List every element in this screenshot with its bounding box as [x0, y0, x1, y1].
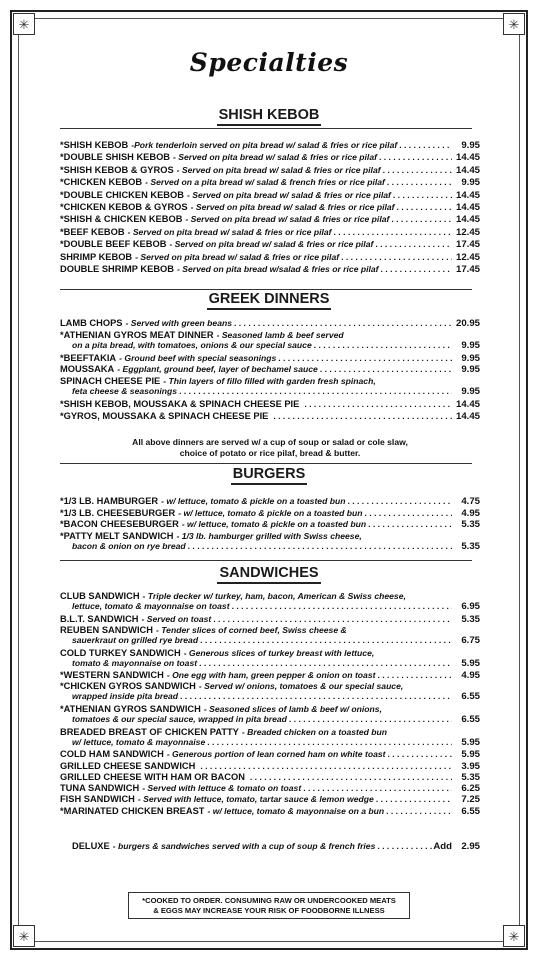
menu-item: [60, 681, 480, 702]
menu-item-price: 6.95: [461, 601, 480, 612]
menu-item-price: 14.45: [455, 202, 480, 213]
menu-item-price: 3.95: [461, 760, 480, 772]
menu-item: [60, 140, 480, 151]
menu-item-description: - Served on pita bread w/ salad & fries or rice pilaf: [173, 152, 377, 163]
menu-item: [60, 190, 480, 201]
menu-item: [60, 264, 480, 275]
menu-item-description: - Served with lettuce, tomato, tartar sauce & lemon wedge: [137, 794, 374, 805]
menu-item-description-continued: lettuce, tomato & mayonnaise on toast: [72, 601, 230, 611]
menu-item-name: *SHISH KEBOB, MOUSSAKA & SPINACH CHEESE PIE: [60, 399, 300, 410]
section-divider: [60, 560, 472, 561]
menu-item-description: - Breaded chicken on a toasted bun: [241, 726, 388, 737]
menu-item-description: - Generous slices of turkey breast with lettuce,: [183, 647, 375, 658]
corner-ornament-icon: ✳: [503, 925, 525, 947]
menu-item: [60, 318, 480, 329]
menu-item-price: 4.75: [461, 496, 480, 507]
menu-item: [60, 794, 480, 805]
menu-item: [60, 214, 480, 225]
menu-item-name: *BEEF KEBOB: [60, 226, 125, 237]
menu-item-name: *ATHENIAN GYROS SANDWICH: [60, 704, 201, 714]
menu-item: [60, 806, 480, 817]
menu-item-description-continued: bacon & onion on rye bread: [72, 540, 186, 551]
menu-item-name: *DOUBLE CHICKEN KEBOB: [60, 189, 184, 200]
section-header-burgers: BURGERS: [0, 466, 538, 482]
menu-item-description: - Served on a pita bread w/ salad & french fries or rice pilaf: [145, 177, 385, 188]
menu-item-price: 14.45: [455, 152, 480, 164]
menu-item-name: GRILLED CHEESE WITH HAM OR BACON: [60, 771, 245, 782]
menu-item-description: - Served on pita bread w/ salad & fries or rice pilaf: [169, 239, 374, 250]
menu-item-price: 5.95: [461, 657, 480, 669]
menu-item-name: SHRIMP KEBOB: [60, 251, 133, 262]
menu-item: [60, 704, 480, 725]
menu-item-name: COLD HAM SANDWICH: [60, 749, 164, 760]
menu-item-name: MOUSSAKA: [60, 364, 115, 375]
menu-item-price: 5.95: [461, 749, 480, 761]
menu-item-description-continued: tomatoes & our special sauce, wrapped in pita bread: [72, 714, 287, 724]
menu-item-name: *DOUBLE BEEF KEBOB: [60, 239, 167, 250]
menu-item: [60, 202, 480, 213]
menu-item-name: CLUB SANDWICH: [60, 591, 140, 601]
menu-item-description-continued: w/ lettuce, tomato & mayonnaise: [72, 736, 206, 747]
menu-item: [60, 330, 480, 351]
menu-item: [60, 727, 480, 748]
menu-item: [60, 772, 480, 783]
menu-item-name: *1/3 LB. CHEESEBURGER: [60, 507, 176, 518]
menu-item-description: - Seasoned lamb & beef served: [216, 329, 344, 340]
menu-item: [60, 496, 480, 507]
menu-item: [60, 508, 480, 519]
menu-item-description: - w/ lettuce, tomato & pickle on a toasted bun: [181, 519, 367, 530]
menu-item-name: *WESTERN SANDWICH: [60, 670, 164, 681]
menu-item-name: FISH SANDWICH: [60, 794, 135, 805]
menu-item-description: - Served on pita bread w/ salad & fries or rice pilaf: [127, 226, 332, 237]
menu-item-name: *CHICKEN KEBOB: [60, 177, 143, 188]
menu-item-description-continued: tomato & mayonnaise on toast: [72, 657, 198, 668]
menu-item-description: - w/ lettuce, tomato & pickle on a toasted bun: [161, 496, 346, 506]
menu-item: [60, 761, 480, 772]
menu-item-description: - Served on pita bread w/ salad & fries or rice pilaf: [185, 214, 390, 225]
menu-item: [60, 165, 480, 176]
menu-item: [60, 783, 480, 794]
menu-item: [60, 670, 480, 681]
menu-item-description: - Served on pita bread w/ salad & fries or rice pilaf: [176, 164, 381, 175]
menu-item-description: - Served on pita bread w/ salad & fries or rice pilaf: [186, 189, 391, 200]
menu-item-description: -Pork tenderloin served on pita bread w/ salad & fries or rice pilaf: [131, 140, 398, 150]
menu-item: [60, 227, 480, 238]
menu-item-price: 6.25: [461, 783, 480, 795]
corner-ornament-icon: ✳: [503, 13, 525, 35]
menu-item-description: - Thin layers of fillo filled with garden fresh spinach,: [163, 376, 376, 386]
menu-item-name: *SHISH KEBOB & GYROS: [60, 164, 174, 175]
menu-item-price: 17.45: [455, 264, 480, 275]
menu-item-description: - Served on pita bread w/ salad & fries or rice pilaf: [135, 251, 340, 262]
menu-item-name: *BACON CHEESEBURGER: [60, 519, 179, 530]
menu-item-name: *BEEFTAKIA: [60, 352, 117, 363]
menu-item: [60, 353, 480, 364]
menu-item-description-continued: wrapped inside pita bread: [72, 691, 179, 702]
menu-item-price: 6.55: [461, 714, 480, 725]
menu-item-name: SPINACH CHEESE PIE: [60, 376, 161, 386]
menu-item-price: 17.45: [455, 239, 480, 251]
menu-item-name: *PATTY MELT SANDWICH: [60, 530, 174, 541]
menu-item-name: *CHICKEN KEBOB & GYROS: [60, 202, 188, 212]
menu-item: [60, 614, 480, 625]
page-title: Specialties: [189, 48, 349, 77]
menu-item-price: 7.25: [461, 794, 480, 806]
menu-item-description: - Ground beef with special seasonings: [119, 352, 277, 363]
menu-item-description: - 1/3 lb. hamburger grilled with Swiss cheese,: [176, 530, 362, 541]
menu-item: [60, 519, 480, 530]
deluxe-line: DELUXE - burgers & sandwiches served with a cup of soup & french fries . . . Add 2.95: [60, 841, 480, 852]
menu-item: [60, 376, 480, 397]
menu-item-name: BREADED BREAST OF CHICKEN PATTY: [60, 726, 239, 737]
menu-item-description: - Served with green beans: [125, 318, 232, 328]
menu-item-price: 14.45: [455, 214, 480, 226]
menu-item-name: *SHISH & CHICKEN KEBOB: [60, 214, 183, 225]
menu-item-description: - Tender slices of corned beef, Swiss cheese &: [155, 624, 347, 635]
menu-item-name: *1/3 LB. HAMBURGER: [60, 496, 159, 506]
menu-item-name: *MARINATED CHICKEN BREAST: [60, 805, 205, 816]
menu-item: [60, 411, 480, 422]
menu-item: [60, 625, 480, 646]
menu-item-price: 5.35: [461, 540, 480, 552]
menu-item-name: REUBEN SANDWICH: [60, 624, 153, 635]
menu-item-description: - One egg with ham, green pepper & onion on toast: [166, 670, 376, 681]
menu-item: [60, 749, 480, 760]
section-divider: [60, 463, 472, 464]
menu-item-price: 14.45: [455, 410, 480, 422]
menu-item-description: - Eggplant, ground beef, layer of bechamel sauce: [117, 364, 318, 375]
menu-item-name: TUNA SANDWICH: [60, 783, 140, 794]
menu-item: [60, 648, 480, 669]
section-divider: [60, 128, 472, 129]
menu-item-description: - Triple decker w/ turkey, ham, bacon, American & Swiss cheese,: [142, 591, 406, 601]
menu-item-name: *GYROS, MOUSSAKA & SPINACH CHEESE PIE: [60, 410, 269, 421]
menu-item-name: *CHICKEN GYROS SANDWICH: [60, 681, 196, 692]
menu-item-price: 5.35: [461, 771, 480, 783]
menu-item: [60, 239, 480, 250]
menu-item-name: *DOUBLE SHISH KEBOB: [60, 152, 171, 163]
menu-item: [60, 399, 480, 410]
menu-item-price: 6.55: [461, 805, 480, 817]
menu-item-description: - w/ lettuce, tomato & mayonnaise on a bun: [207, 805, 385, 816]
menu-item-price: 9.95: [461, 364, 480, 376]
menu-item-name: GRILLED CHEESE SANDWICH: [60, 760, 196, 771]
menu-item-description-continued: feta cheese & seasonings: [72, 386, 178, 396]
menu-item-price: 9.95: [461, 177, 480, 189]
menu-item-price: 5.35: [461, 519, 480, 531]
menu-item: [60, 152, 480, 163]
menu-item-price: 14.45: [455, 399, 480, 411]
corner-ornament-icon: ✳: [13, 13, 35, 35]
menu-item-price: 12.45: [455, 226, 480, 238]
menu-item-price: 9.95: [461, 386, 480, 397]
menu-item: [60, 252, 480, 263]
menu-item-description-continued: sauerkraut on grilled rye bread: [72, 634, 199, 645]
menu-item-price: 6.75: [461, 634, 480, 646]
menu-item-name: *SHISH KEBOB: [60, 140, 129, 150]
menu-item-description: - Served on pita bread w/ salad & fries or rice pilaf: [190, 202, 395, 212]
menu-item-description: - Served on pita bread w/salad & fries or rice pilaf: [176, 264, 379, 274]
menu-item-price: 9.95: [461, 352, 480, 364]
menu-item-name: DOUBLE SHRIMP KEBOB: [60, 264, 174, 274]
section-header-shish-kebob: SHISH KEBOB: [0, 107, 538, 123]
menu-item-price: 4.95: [461, 507, 480, 519]
menu-item-price: 14.45: [455, 164, 480, 176]
menu-item: [60, 591, 480, 612]
menu-item-name: *ATHENIAN GYROS MEAT DINNER: [60, 329, 214, 340]
menu-item-price: 14.45: [455, 189, 480, 201]
corner-ornament-icon: ✳: [13, 925, 35, 947]
menu-item-name: B.L.T. SANDWICH: [60, 613, 139, 624]
menu-item: [60, 531, 480, 552]
menu-item-price: 9.95: [461, 339, 480, 351]
section-header-sandwiches: SANDWICHES: [0, 565, 538, 581]
food-safety-warning: *COOKED TO ORDER. CONSUMING RAW OR UNDERCOOKED MEATS & EGGS MAY INCREASE YOUR RISK OF FOODBORNE ILLNESS: [128, 892, 410, 919]
menu-item-price: 6.55: [461, 691, 480, 703]
menu-item: [60, 177, 480, 188]
menu-item: [60, 364, 480, 375]
menu-item-description: - w/ lettuce, tomato & pickle on a toasted bun: [178, 507, 363, 518]
menu-item-description: - Generous portion of lean corned ham on white toast: [166, 749, 386, 760]
section-divider: [60, 289, 472, 290]
menu-item-price: 9.95: [461, 140, 480, 151]
menu-item-description: - Seasoned slices of lamb & beef w/ onions,: [203, 704, 382, 714]
menu-item-description-continued: on a pita bread, with tomatoes, onions & our special sauce: [72, 339, 312, 350]
menu-item-price: 5.35: [461, 613, 480, 625]
greek-dinners-note: All above dinners are served w/ a cup of soup or salad or cole slaw, choice of potato or rice pilaf, bread & butter.: [132, 437, 408, 458]
menu-item-name: COLD TURKEY SANDWICH: [60, 647, 181, 658]
menu-item-description: - Served with lettuce & tomato on toast: [142, 783, 302, 794]
menu-item-name: LAMB CHOPS: [60, 318, 123, 328]
menu-item-price: 20.95: [455, 318, 480, 329]
menu-item-price: 4.95: [461, 670, 480, 682]
menu-item-price: 5.95: [461, 736, 480, 748]
menu-item-description: - Served w/ onions, tomatoes & our special sauce,: [198, 681, 404, 692]
section-header-greek-dinners: GREEK DINNERS: [0, 291, 538, 307]
menu-item-price: 12.45: [455, 251, 480, 263]
menu-item-description: - Served on toast: [141, 613, 212, 624]
